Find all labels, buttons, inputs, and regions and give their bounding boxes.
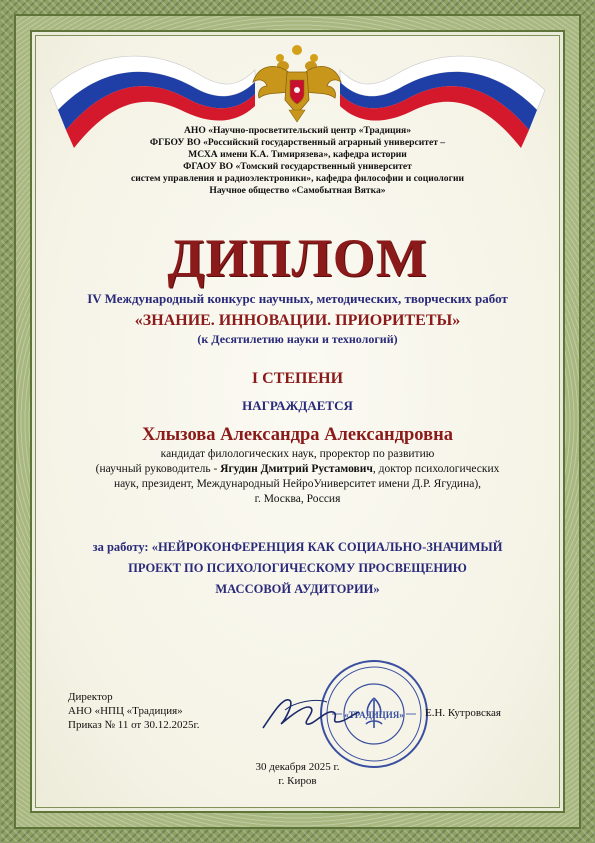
director-block: [68, 690, 200, 732]
double-headed-eagle-emblem-icon: [247, 42, 347, 124]
diploma-title: ДИПЛОМ: [167, 228, 428, 288]
handwritten-signature-icon: [255, 690, 365, 735]
org-line: ФГАОУ ВО «Томский государственный университет: [183, 161, 412, 172]
work-title-line: МАССОВОЙ АУДИТОРИИ»: [215, 582, 380, 596]
supervisor-line-2: наук, президент, Международный НейроУниверситет имени Д.Р. Ягудина),: [113, 478, 482, 490]
work-title-line: за работу: «НЕЙРОКОНФЕРЕНЦИЯ КАК СОЦИАЛЬНО-ЗНАЧИМЫЙ: [92, 540, 503, 554]
work-title-block: [40, 537, 555, 600]
org-line: МСХА имени К.А. Тимирязева», кафедра истории: [188, 149, 407, 160]
org-line: АНО «Научно-просветительский центр «Традиция»: [183, 125, 412, 136]
recipient-position: кандидат филологических наук, проректор по развитию: [160, 448, 435, 460]
issue-city: г. Киров: [278, 775, 317, 787]
awarded-label: НАГРАЖДАЕТСЯ: [242, 398, 353, 413]
organizers-block: [40, 125, 555, 197]
supervisor-name: Ягудин Дмитрий Рустамович: [220, 463, 373, 475]
contest-line: IV Международный конкурс научных, методических, творческих работ: [87, 291, 508, 306]
city-country: г. Москва, Россия: [254, 493, 341, 505]
org-line: систем управления и радиоэлектроники», кафедра философии и социологии: [130, 173, 465, 184]
org-line: Научное общество «Самобытная Вятка»: [209, 185, 386, 196]
contest-name: «ЗНАНИЕ. ИННОВАЦИИ. ПРИОРИТЕТЫ»: [134, 312, 461, 329]
supervisor-suffix: , доктор психологических: [372, 463, 500, 475]
director-org: АНО «НПЦ «Традиция»: [68, 705, 183, 717]
supervisor-prefix: (научный руководитель -: [95, 463, 221, 475]
degree: I СТЕПЕНИ: [251, 370, 344, 387]
issue-date: 30 декабря 2025 г.: [255, 761, 340, 773]
stamp-label: «ТРАДИЦИЯ»: [344, 710, 404, 720]
director-title: Директор: [68, 691, 113, 703]
supervisor-line: [40, 462, 555, 477]
work-title-line: ПРОЕКТ ПО ПСИХОЛОГИЧЕСКОМУ ПРОСВЕЩЕНИЮ: [128, 561, 467, 575]
org-line: ФГБОУ ВО «Российский государственный аграрный университет –: [149, 137, 446, 148]
director-name: Е.Н. Кутровская: [425, 707, 501, 719]
order-number: Приказ № 11 от 30.12.2025г.: [68, 719, 200, 731]
recipient-name: Хлызова Александра Александровна: [141, 425, 453, 445]
contest-subtitle: (к Десятилетию науки и технологий): [197, 332, 398, 346]
